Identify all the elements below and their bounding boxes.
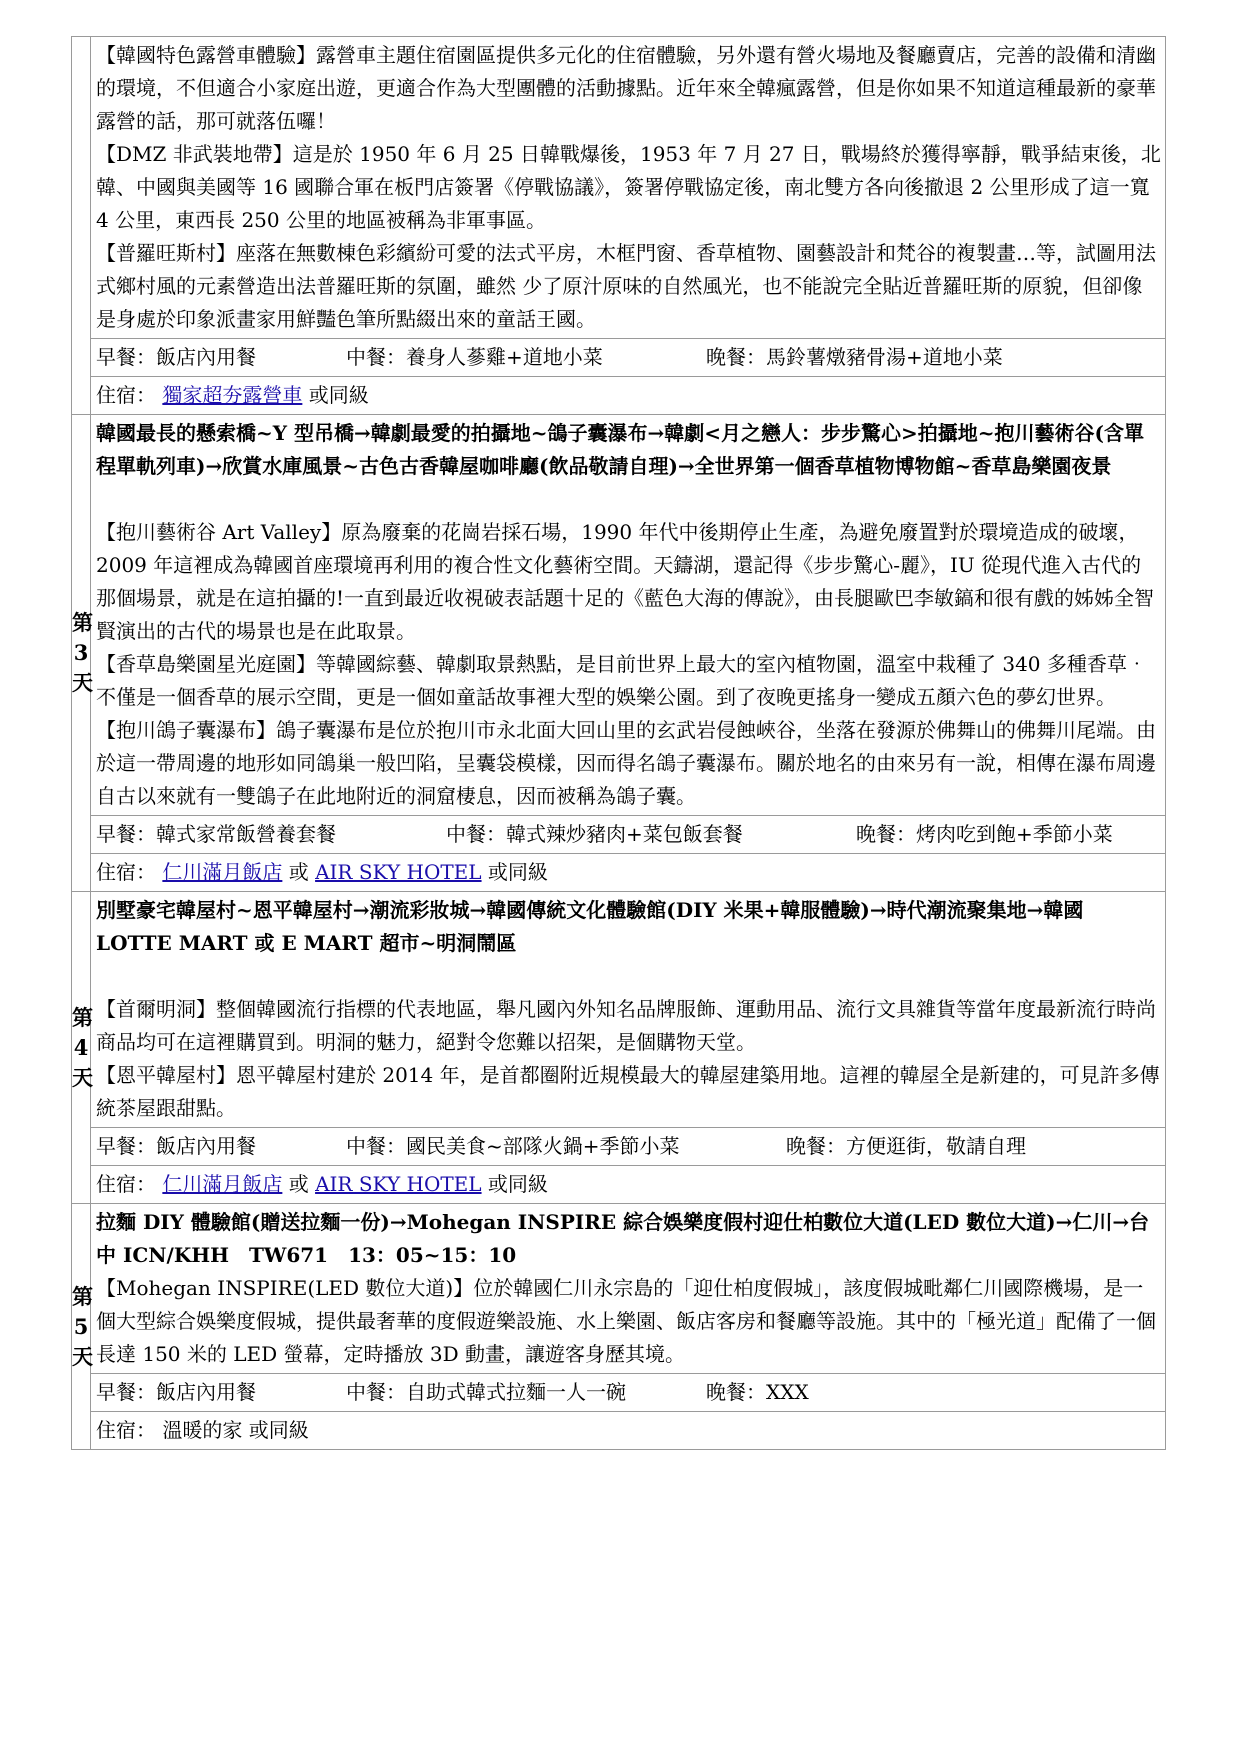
day5-stay-suffix: 或同級 <box>248 1418 309 1442</box>
day2-stay-label: 住宿： <box>96 383 156 407</box>
day4-route: 別墅豪宅韓屋村~恩平韓屋村→潮流彩妝城→韓國傳統文化體驗館(DIY 米果+韓服體驗)→時代潮流聚集地→韓國 LOTTE MART 或 E MART 超市~明洞鬧區 <box>96 898 1084 955</box>
day2-description-row <box>72 37 1166 339</box>
day4-description-cell <box>91 892 1166 1128</box>
day2-hotel-link[interactable]: 獨家超夯露營車 <box>162 383 303 407</box>
day3-label-cell <box>72 415 91 892</box>
day2-paragraph-dmz: 【DMZ 非武裝地帶】這是於 1950 年 6 月 25 日韓戰爆後，1953 年 7 月 27 日，戰場終於獲得寧靜，戰爭結束後，北韓、中國與美國等 16 國聯合軍在板門店簽署《停戰協議》，簽署停戰協定後，南北雙方各向後撤退 2 公里形成了這一寬 4 公里，東西長 250 公里的地區被稱為非軍事區。 <box>96 142 1161 232</box>
day3-label-char: 第 <box>72 610 93 635</box>
day3-breakfast: 早餐：韓式家常飯營養套餐 <box>96 822 336 846</box>
day4-stay-label: 住宿： <box>96 1172 156 1196</box>
day4-meals-cell <box>91 1128 1166 1166</box>
day4-paragraph-eunpyeong: 【恩平韓屋村】恩平韓屋村建於 2014 年，是首都圈附近規模最大的韓屋建築用地。這裡的韓屋全是新建的，可見許多傳統茶屋跟甜點。 <box>96 1063 1160 1120</box>
day2-lunch: 中餐：養身人蔘雞+道地小菜 <box>346 345 603 369</box>
day5-stay-cell <box>91 1412 1166 1450</box>
spacer <box>96 483 1161 516</box>
day2-stay-row <box>72 377 1166 415</box>
day5-label-cell <box>72 1204 91 1450</box>
day5-paragraph-inspire: 【Mohegan INSPIRE(LED 數位大道)】位於韓國仁川永宗島的「迎仕柏度假城」，該度假城毗鄰仁川國際機場，是一個大型綜合娛樂度假城，提供最奢華的度假遊樂設施、水上樂園、飯店客房和餐廳等設施。其中的「極光道」配備了一個長達 150 米的 LED 螢幕，定時播放 3D 動畫，讓遊客身歷其境。 <box>96 1276 1156 1366</box>
day3-hotel1-link[interactable]: 仁川滿月飯店 <box>162 860 283 884</box>
itinerary-table <box>71 36 1166 1450</box>
day4-hotel2-link[interactable]: AIR SKY HOTEL <box>315 1172 482 1196</box>
day4-meals-row <box>72 1128 1166 1166</box>
day3-stay-or: 或 <box>288 860 309 884</box>
day3-label-number: 3 <box>73 640 89 665</box>
day2-stay-cell <box>91 377 1166 415</box>
day2-paragraph-camping: 【韓國特色露營車體驗】露營車主題住宿園區提供多元化的住宿體驗，另外還有營火場地及餐廳賣店，完善的設備和清幽的環境，不但適合小家庭出遊，更適合作為大型團體的活動據點。近年來全韓瘋露營，但是你如果不知道這種最新的豪華露營的話，那可就落伍囉！ <box>96 43 1156 133</box>
day2-paragraph-provence: 【普羅旺斯村】座落在無數棟色彩繽紛可愛的法式平房，木框門窗、香草植物、園藝設計和梵谷的複製畫…等，試圖用法式鄉村風的元素營造出法普羅旺斯的氛圍，雖然 少了原汁原味的自然風光，也不能說完全貼近普羅旺斯的原貌，但卻像是身處於印象派畫家用鮮豔色筆所點綴出來的童話王國。 <box>96 241 1156 331</box>
day3-lunch: 中餐：韓式辣炒豬肉+菜包飯套餐 <box>446 822 743 846</box>
day4-dinner: 晚餐：方便逛街，敬請自理 <box>786 1134 1026 1158</box>
day4-label-number: 4 <box>73 1034 89 1060</box>
day2-description-cell <box>91 37 1166 339</box>
day4-label-char: 第 <box>72 1004 93 1030</box>
day3-description-row <box>72 415 1166 816</box>
day5-stay-hotel: 溫暖的家 <box>162 1418 243 1442</box>
day4-label-char: 天 <box>72 1064 93 1090</box>
day4-stay-suffix: 或同級 <box>487 1172 548 1196</box>
day5-meals-cell <box>91 1374 1166 1412</box>
day3-paragraph-waterfall: 【抱川鴿子囊瀑布】鴿子囊瀑布是位於抱川市永北面大回山里的玄武岩侵蝕峽谷，坐落在發源於佛舞山的佛舞川尾端。由於這一帶周邊的地形如同鴿巢一般凹陷，呈囊袋模樣，因而得名鴿子囊瀑布。關於地名的由來另有一說，相傳在瀑布周邊自古以來就有一雙鴿子在此地附近的洞窟棲息，因而被稱為鴿子囊。 <box>96 718 1156 808</box>
day3-label-char: 天 <box>72 670 93 695</box>
day2-label-cell <box>72 37 91 415</box>
day5-description-cell <box>91 1204 1166 1374</box>
day2-meals-cell <box>91 339 1166 377</box>
day3-paragraph-art-valley: 【抱川藝術谷 Art Valley】原為廢棄的花崗岩採石場，1990 年代中後期停止生產，為避免廢置對於環境造成的破壞，2009 年這裡成為韓國首座環境再利用的複合性文化藝術空間。天鑄湖，還記得《步步驚心-麗》，IU 從現代進入古代的那個場景，就是在這拍攝的!一直到最近收視破表話題十足的《藍色大海的傳說》，由長腿歐巴李敏鎬和很有戲的姊姊全智賢演出的古代的場景也是在此取景。 <box>96 520 1155 643</box>
day3-meals-cell <box>91 816 1166 854</box>
day5-breakfast: 早餐：飯店內用餐 <box>96 1380 256 1404</box>
day4-stay-cell <box>91 1166 1166 1204</box>
day4-breakfast: 早餐：飯店內用餐 <box>96 1134 256 1158</box>
day2-meals-row <box>72 339 1166 377</box>
day2-dinner: 晚餐：馬鈴薯燉豬骨湯+道地小菜 <box>706 345 1003 369</box>
day5-label-char: 天 <box>72 1343 93 1369</box>
day3-description-cell <box>91 415 1166 816</box>
spacer <box>96 960 1161 993</box>
day4-stay-or: 或 <box>288 1172 309 1196</box>
day4-hotel1-link[interactable]: 仁川滿月飯店 <box>162 1172 283 1196</box>
day4-lunch: 中餐：國民美食~部隊火鍋+季節小菜 <box>346 1134 680 1158</box>
day5-label-char: 第 <box>72 1283 93 1309</box>
day2-stay-suffix: 或同級 <box>308 383 369 407</box>
day3-stay-row <box>72 854 1166 892</box>
day5-lunch: 中餐：自助式韓式拉麵一人一碗 <box>346 1380 626 1404</box>
day4-paragraph-myeongdong: 【首爾明洞】整個韓國流行指標的代表地區，舉凡國內外知名品牌服飾、運動用品、流行文具雜貨等當年度最新流行時尚商品均可在這裡購買到。明洞的魅力，絕對令您難以招架，是個購物天堂。 <box>96 997 1156 1054</box>
day2-breakfast: 早餐：飯店內用餐 <box>96 345 256 369</box>
day3-dinner: 晚餐：烤肉吃到飽+季節小菜 <box>856 822 1113 846</box>
day4-stay-row <box>72 1166 1166 1204</box>
day5-stay-label: 住宿： <box>96 1418 156 1442</box>
day5-label-number: 5 <box>73 1313 89 1339</box>
day3-stay-suffix: 或同級 <box>487 860 548 884</box>
day3-meals-row <box>72 816 1166 854</box>
day4-description-row <box>72 892 1166 1128</box>
day3-paragraph-herb-island: 【香草島樂園星光庭園】等韓國綜藝、韓劇取景熱點，是目前世界上最大的室內植物園，溫室中栽種了 340 多種香草‧不僅是一個香草的展示空間，更是一個如童話故事裡大型的娛樂公園。到了夜晚更搖身一變成五顏六色的夢幻世界。 <box>96 652 1147 709</box>
day5-stay-row <box>72 1412 1166 1450</box>
day4-label-cell <box>72 892 91 1204</box>
day3-route: 韓國最長的懸索橋~Y 型吊橋→韓劇最愛的拍攝地~鴿子囊瀑布→韓劇<月之戀人：步步驚心>拍攝地~抱川藝術谷(含單程單軌列車)→欣賞水庫風景~古色古香韓屋咖啡廳(飲品敬請自理)→全世界第一個香草植物博物館~香草島樂園夜景 <box>96 421 1145 478</box>
day5-description-row <box>72 1204 1166 1374</box>
day5-meals-row <box>72 1374 1166 1412</box>
day3-hotel2-link[interactable]: AIR SKY HOTEL <box>315 860 482 884</box>
day3-stay-label: 住宿： <box>96 860 156 884</box>
day5-dinner: 晚餐：XXX <box>706 1380 809 1404</box>
day5-route: 拉麵 DIY 體驗館(贈送拉麵一份)→Mohegan INSPIRE 綜合娛樂度假村迎仕柏數位大道(LED 數位大道)→仁川→台中 ICN/KHH TW671 13：05~15：10 <box>96 1210 1150 1267</box>
day3-stay-cell <box>91 854 1166 892</box>
